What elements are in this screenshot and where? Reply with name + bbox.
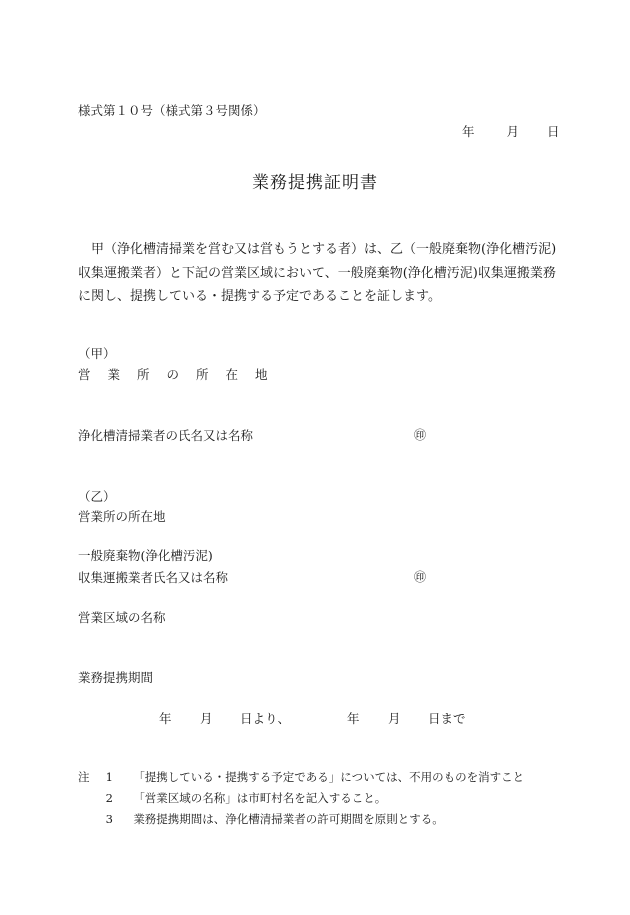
addr-char: 所: [137, 367, 150, 382]
period-day-to: 日まで: [428, 711, 466, 726]
body-text: 甲（浄化槽清掃業を営む又は営もうとする者）は、乙（一般廃棄物(浄化槽汚泥)収集運搬業者）と下記の営業区域において、一般廃棄物(浄化槽汚泥)収集運搬業務に関し、提携している・提携する予定であることを証します。: [78, 242, 557, 304]
party-a-label: （甲）: [78, 346, 116, 361]
note-row: [78, 769, 524, 785]
seal-icon: ㊞: [414, 570, 427, 584]
note-text: 「営業区域の名称」は市町村名を記入すること。: [133, 791, 387, 805]
party-b-label: （乙）: [78, 489, 116, 504]
business-area-label: 営業区域の名称: [78, 610, 166, 625]
addr-char: 業: [107, 367, 121, 382]
addr-char: 在: [225, 367, 239, 382]
addr-char: 営: [78, 367, 91, 382]
period-year-from: 年: [159, 711, 172, 726]
party-b-name-label-line2: 収集運搬業者氏名又は名称: [78, 570, 229, 585]
period-label: 業務提携期間: [78, 670, 154, 685]
period-month-from: 月: [200, 711, 213, 726]
note-number: 1: [105, 770, 113, 784]
party-b-name-label-line1: 一般廃棄物(浄化槽汚泥): [78, 548, 213, 563]
note-text: 「提携している・提携する予定である」については、不用のものを消すこと: [133, 770, 525, 784]
addr-char: 地: [255, 367, 268, 382]
note-text: 業務提携期間は、浄化槽清掃業者の許可期間を原則とする。: [133, 812, 444, 826]
form-number: 様式第１０号（様式第３号関係）: [78, 103, 266, 118]
document-title: 業務提携証明書: [252, 173, 378, 193]
party-b-address-label: 営業所の所在地: [78, 509, 166, 524]
note-row: [78, 811, 444, 827]
note-row: [78, 790, 386, 806]
date-year: 年: [462, 124, 475, 139]
date-day: 日: [547, 124, 560, 139]
date-line: [462, 122, 560, 140]
date-month: 月: [506, 124, 520, 139]
note-number: 3: [105, 812, 113, 826]
party-a-name-label: 浄化槽清掃業者の氏名又は名称: [78, 428, 254, 443]
period-year-to: 年: [347, 711, 360, 726]
note-prefix: 注: [78, 770, 90, 784]
party-a-address-label: [78, 365, 268, 383]
addr-char: 所: [196, 367, 209, 382]
seal-icon: ㊞: [414, 428, 427, 442]
note-number: 2: [105, 791, 113, 805]
addr-char: の: [166, 367, 180, 382]
period-month-to: 月: [388, 711, 401, 726]
period-day-from: 日より、: [240, 711, 291, 726]
